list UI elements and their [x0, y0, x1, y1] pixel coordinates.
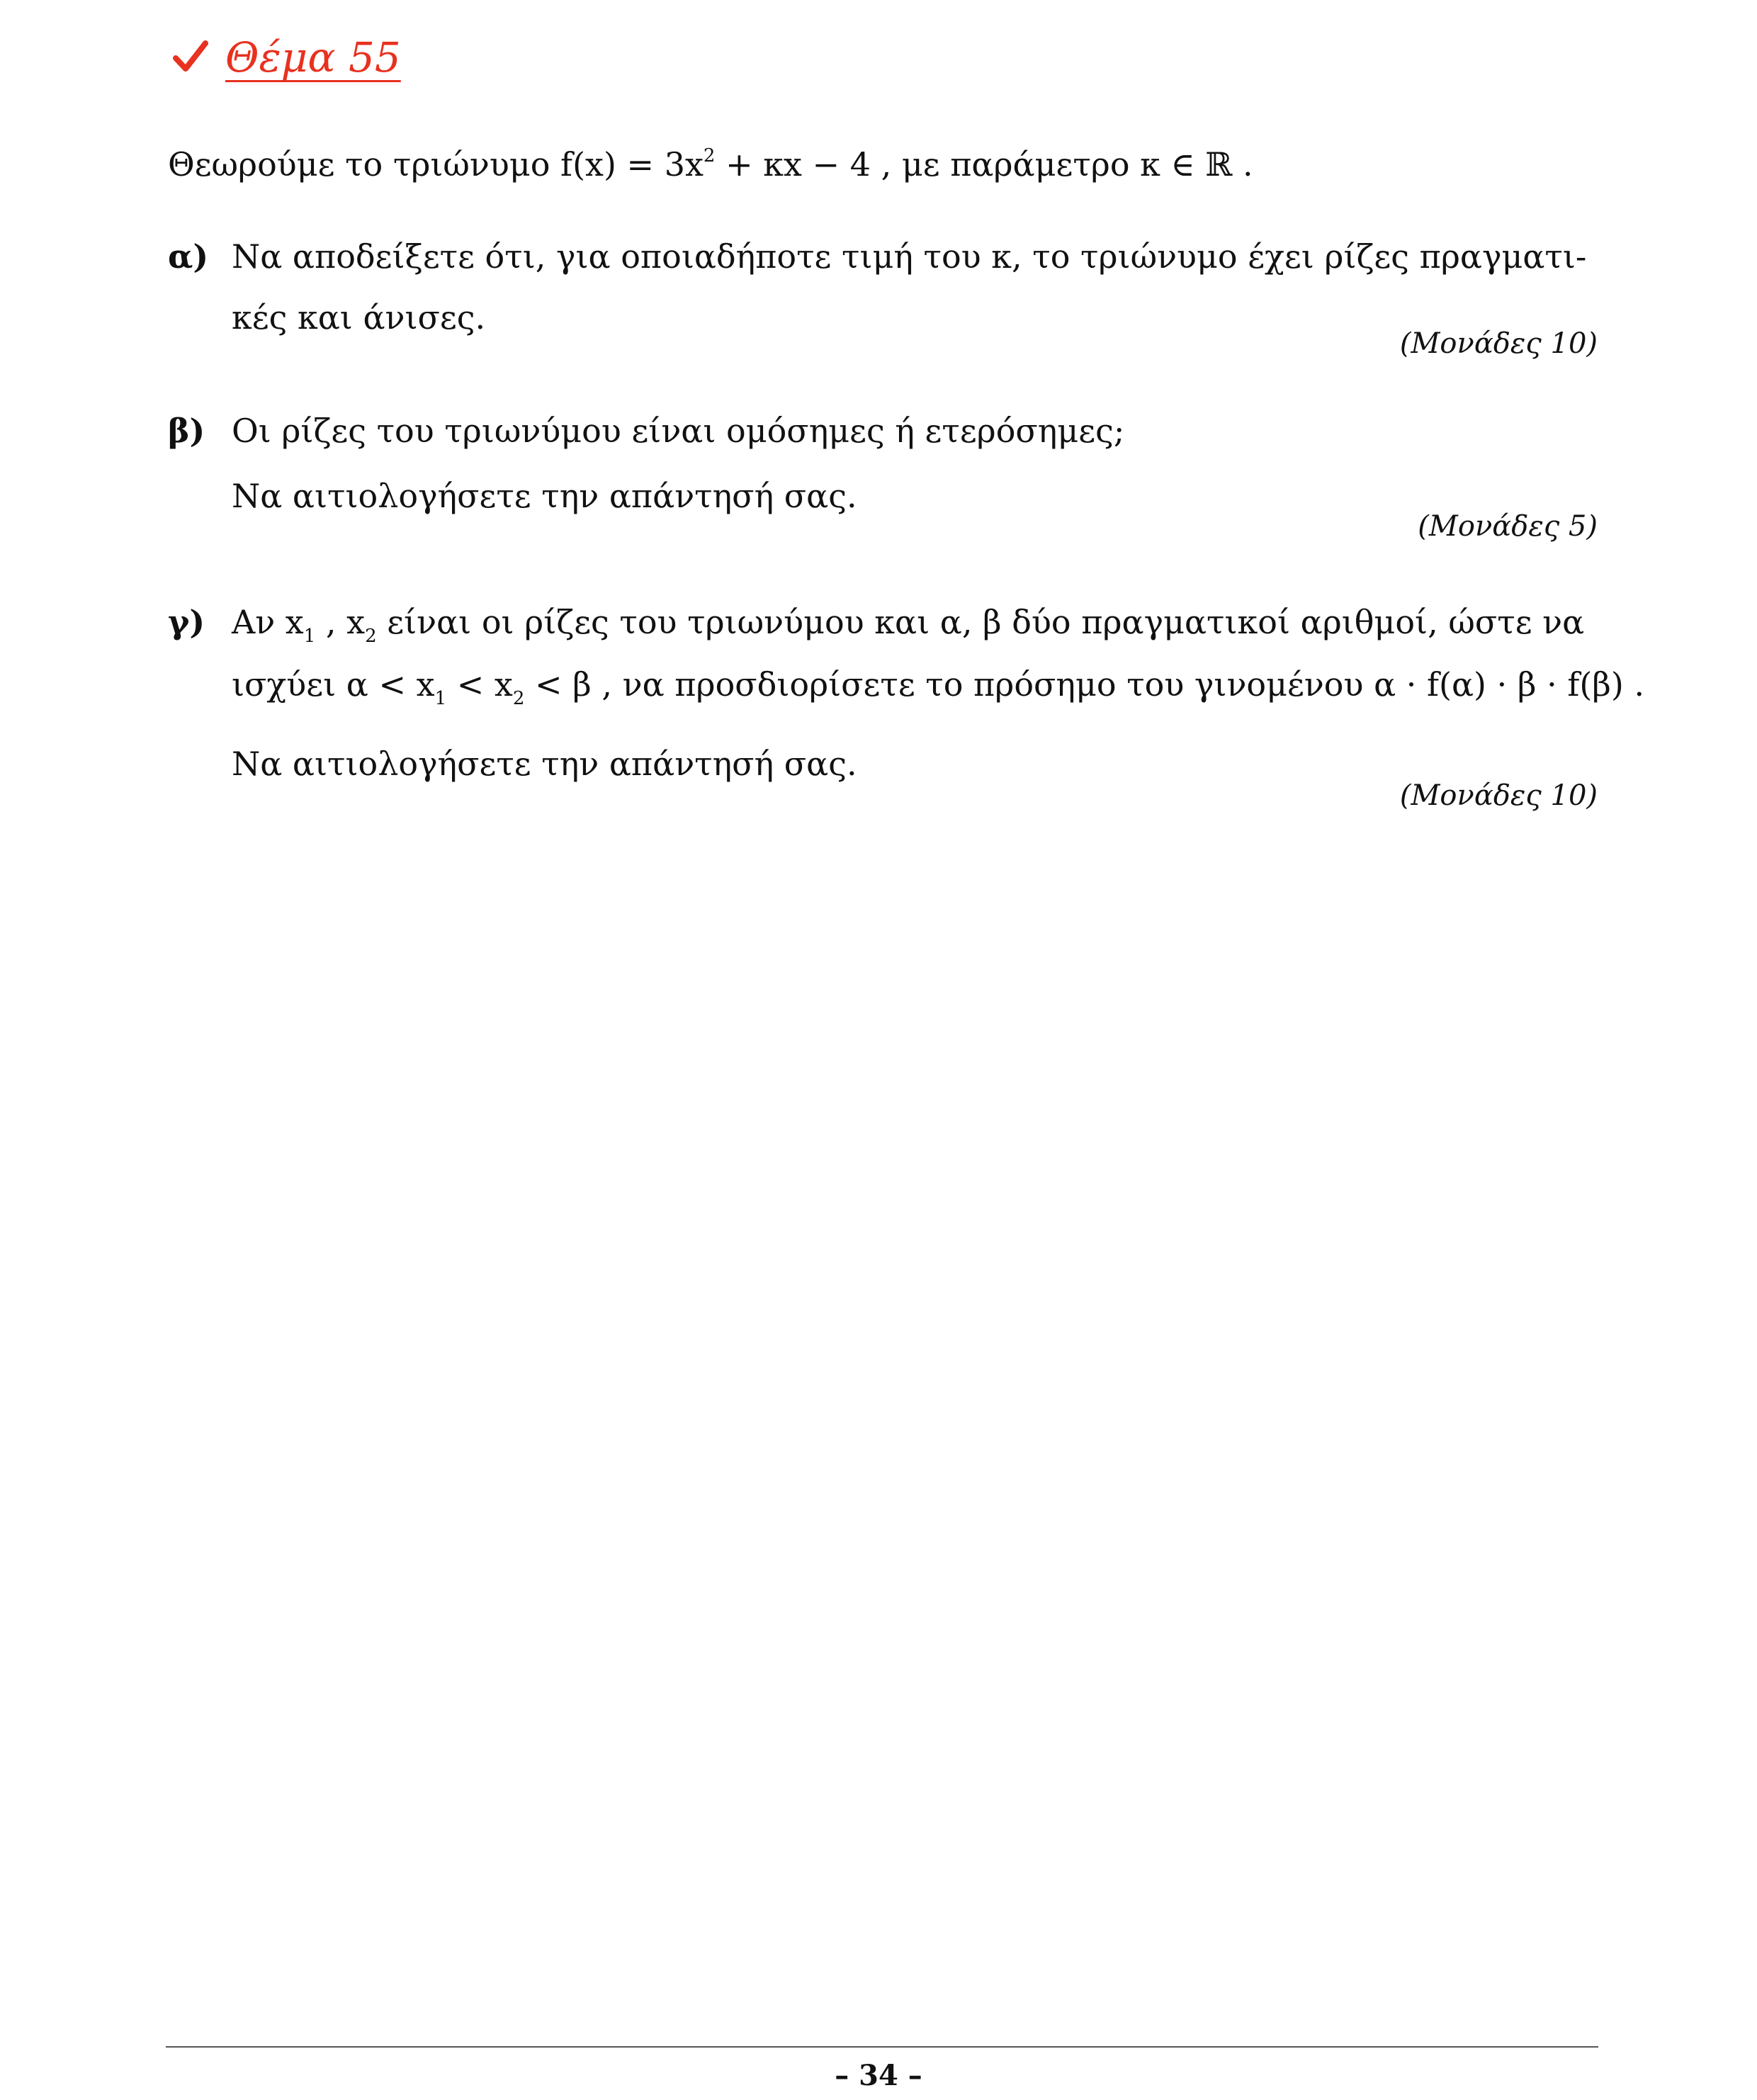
part-c-sub-3: 1 [434, 688, 447, 709]
part-b-label: β) [168, 412, 205, 450]
part-c-text-3: Να αιτιολογήσετε την απάντησή σας. [232, 745, 857, 783]
part-a-text-2: κές και άνισες. [232, 298, 486, 337]
part-c-line-3 [232, 743, 857, 785]
part-a-text-1: Να αποδείξετε ότι, για οποιαδήποτε τιμή του κ, το τριώνυμο έχει ρίζες πραγματι- [232, 237, 1587, 276]
part-c-sub-1: 1 [303, 626, 316, 647]
part-c-text-2c: < β , να προσδιορίσετε το πρόσημο του γινομένου α · f(α) · β · f(β) . [524, 665, 1645, 704]
part-c-text-1a: Αν x [232, 603, 304, 641]
footer-divider [166, 2046, 1598, 2048]
part-b-line-2 [232, 475, 857, 517]
intro-statement [168, 143, 1253, 186]
part-c-text-1b: , x [315, 603, 366, 641]
part-c-line-2 [232, 663, 1645, 709]
part-a-label: α) [168, 237, 209, 276]
part-c-sub-2: 2 [365, 626, 377, 647]
page-number: – 34 – [835, 2059, 922, 2092]
part-c-text-2a: ισχύει α < x [232, 665, 435, 704]
topic-header [173, 26, 401, 89]
part-c-text-2b: < x [446, 665, 513, 704]
part-c-label: γ) [168, 603, 205, 641]
part-b-text-1: Οι ρίζες του τριωνύμου είναι ομόσημες ή ετερόσημες; [232, 412, 1125, 450]
check-mark-icon [173, 39, 208, 74]
part-a-line-1 [168, 235, 1586, 278]
intro-text-after: + κx − 4 , με παράμετρο κ ∈ ℝ . [715, 145, 1253, 184]
part-b-units: (Μονάδες 5) [1418, 510, 1598, 543]
part-b-line-1 [168, 410, 1124, 452]
intro-exponent: 2 [703, 145, 716, 166]
topic-title: Θέμα 55 [225, 33, 401, 81]
part-c-text-1c: είναι οι ρίζες του τριωνύμου και α, β δύο πραγματικοί αριθμοί, ώστε να [376, 603, 1585, 641]
part-b-text-2: Να αιτιολογήσετε την απάντησή σας. [232, 477, 857, 515]
part-c-units: (Μονάδες 10) [1399, 779, 1598, 812]
part-a-units: (Μονάδες 10) [1399, 327, 1598, 360]
part-c-line-1 [168, 601, 1585, 647]
part-a-line-2 [232, 296, 485, 339]
intro-text-before: Θεωρούμε το τριώνυμο f(x) = 3x [168, 145, 704, 184]
part-c-sub-4: 2 [512, 688, 525, 709]
